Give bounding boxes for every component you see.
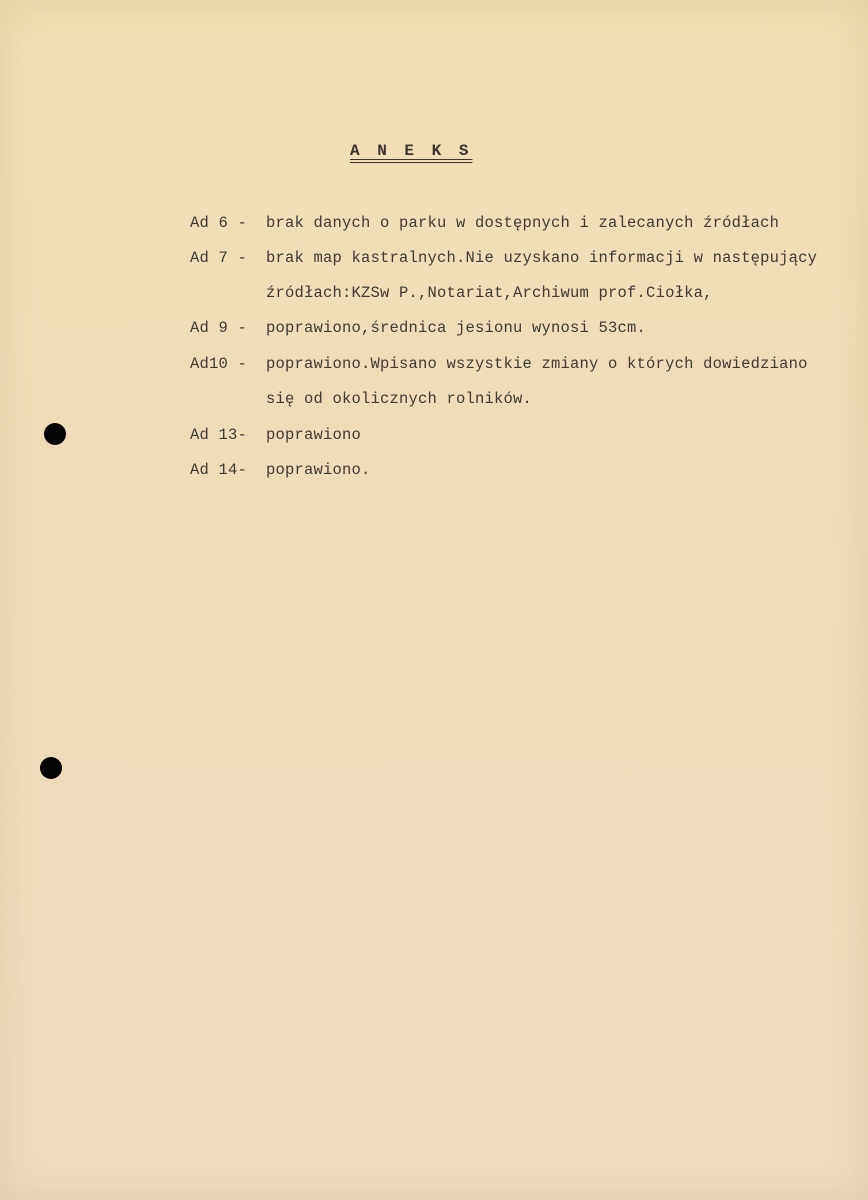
page-title: A N E K S — [350, 142, 473, 160]
entry-ad10 — [190, 355, 808, 373]
entry-label: Ad10 - — [190, 355, 248, 373]
entry-text: poprawiono,średnica jesionu wynosi 53cm. — [266, 319, 647, 337]
entry-label: Ad 9 - — [190, 319, 248, 337]
entry-ad7 — [190, 249, 817, 267]
entry-label: Ad 14- — [190, 461, 248, 479]
entry-text: poprawiono.Wpisano wszystkie zmiany o których dowiedziano — [266, 355, 808, 373]
entry-label: Ad 13- — [190, 426, 248, 444]
punch-hole-lower — [40, 757, 62, 779]
entry-text: brak map kastralnych.Nie uzyskano informacji w następujący — [266, 249, 818, 267]
entry-ad7-continuation: źródłach:KZSw P.,Notariat,Archiwum prof.Ciołka, — [266, 284, 713, 302]
entry-ad9 — [190, 319, 646, 337]
entry-label: Ad 7 - — [190, 249, 248, 267]
entry-ad6 — [190, 214, 779, 232]
entry-label: Ad 6 - — [190, 214, 248, 232]
entry-ad10-continuation: się od okolicznych rolników. — [266, 390, 533, 408]
entry-ad14 — [190, 461, 371, 479]
entry-text: brak danych o parku w dostępnych i zalecanych źródłach — [266, 214, 780, 232]
entry-text: poprawiono — [266, 426, 362, 444]
entry-ad13 — [190, 426, 361, 444]
entry-text: poprawiono. — [266, 461, 371, 479]
punch-hole-upper — [44, 423, 66, 445]
